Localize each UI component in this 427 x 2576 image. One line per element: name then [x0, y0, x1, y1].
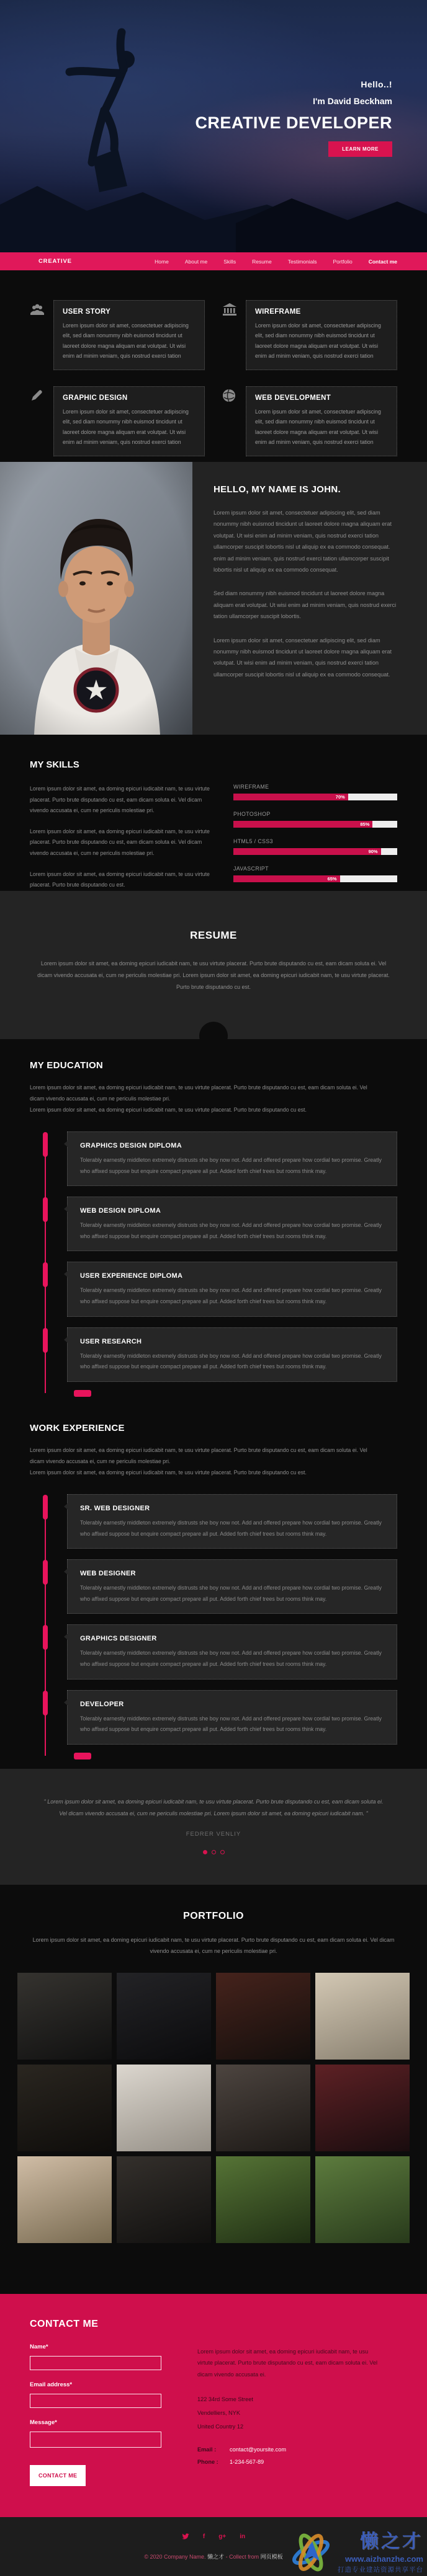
skill-fill: [233, 848, 381, 855]
portfolio-item-audio-mixer[interactable]: [17, 1973, 112, 2060]
service-title: WEB DEVELOPMENT: [255, 394, 331, 402]
email-input[interactable]: [30, 2394, 161, 2408]
skill-label: PHOTOSHOP: [233, 811, 271, 817]
portfolio-grid: [17, 1973, 410, 2243]
watermark-brand: 懒之才: [360, 2531, 423, 2552]
copyright-template-link[interactable]: 网页模板: [260, 2554, 283, 2560]
service-wireframe: [222, 300, 397, 370]
service-user-story: [30, 300, 205, 370]
skill-wireframe: [233, 784, 397, 800]
about-paragraph: Lorem ipsum dolor sit amet, consectetuer adipiscing elit, sed diam nonummy nibh euismod tincidunt ut laoreet dolore magna aliquam erat volutpat. Ut wisi enim ad minim veniam, quis nostrud exerci tation ullamcorper suscipit lobortis nisl ut aliquip ex ea commodo consequat. enim ad minim veniam, quis nostrud exerci tation ullamcorper suscipit lobortis nisl ut aliquip ex ea commodo consequat.: [214, 510, 392, 573]
carousel-dots: [0, 1850, 427, 1854]
experience-item-title: GRAPHICS DESIGNER: [80, 1635, 157, 1643]
portfolio-item-team-working[interactable]: [17, 2156, 112, 2243]
education-title: MY EDUCATION: [30, 1060, 104, 1071]
portfolio-item-laptop-grass[interactable]: [216, 2156, 310, 2243]
skills-text: [30, 784, 211, 891]
experience-title: WORK EXPERIENCE: [30, 1422, 125, 1433]
contact-form: [30, 2344, 161, 2486]
site-watermark: [288, 2525, 423, 2575]
skill-label: WIREFRAME: [233, 784, 269, 790]
watermark-logo-icon: [288, 2525, 334, 2575]
about-paragraph: Lorem ipsum dolor sit amet, consectetuer adipiscing elit, sed diam nonummy nibh euismod tincidunt ut laoreet dolore magna aliquam erat volutpat. Ut wisi enim ad minim veniam, quis nostrud exerci tation ullamcorper suscipit lobortis nisl ut aliquip ex ea commodo consequat.: [214, 637, 392, 678]
skill-track: [233, 794, 397, 800]
skill-fill: [233, 794, 348, 800]
address-line: Vendelliers, NYK: [197, 2410, 240, 2417]
skill-label: JAVASCRIPT: [233, 865, 269, 872]
message-label: Message*: [30, 2419, 57, 2426]
service-card: [246, 300, 397, 370]
education-item: [67, 1197, 397, 1251]
service-card: [53, 386, 205, 456]
name-label: Name*: [30, 2344, 48, 2350]
portfolio-item-laptop-dark[interactable]: [117, 2156, 211, 2243]
experience-item-body: Tolerably earnestly middleton extremely distrusts she boy now not. Add and offered prepare how cordial two promise. Greatly who affixed suppose but enquire compact prepare all put. Added forth chief trees but rooms think may.: [80, 1650, 382, 1667]
contact-submit-button[interactable]: CONTACT ME: [30, 2465, 86, 2486]
hero-title: CREATIVE DEVELOPER: [195, 113, 392, 132]
twitter-icon[interactable]: [182, 2533, 189, 2543]
education-item: [67, 1131, 397, 1186]
skill-fill: [233, 821, 372, 828]
service-body: Lorem ipsum dolor sit amet, consectetuer adipiscing elit, sed diam nonummy nibh euismod tincidunt ut laoreet dolore magna aliquam erat volutpat. Ut wisi enim ad minim veniam, quis nostrud exerci tation: [63, 409, 189, 445]
carousel-dot[interactable]: [220, 1850, 225, 1854]
facebook-icon[interactable]: f: [202, 2533, 205, 2540]
experience-item-body: Tolerably earnestly middleton extremely distrusts she boy now not. Add and offered prepare how cordial two promise. Greatly who affixed suppose but enquire compact prepare all put. Added forth chief trees but rooms think may.: [80, 1715, 382, 1733]
skill-label: HTML5 / CSS3: [233, 838, 273, 844]
nav-item-portfolio[interactable]: Portfolio: [333, 258, 353, 265]
about-text: [192, 462, 427, 735]
education-intro: Lorem ipsum dolor sit amet, ea doming epicuri iudicabit nam, te usu virtute placerat. Purto brute disputando cu est, eam dicam soluta ei. Vel dicam vivendo accusata ei, cum ne periculis molestiae pri.: [30, 1084, 367, 1102]
portfolio-item-laptop-lawn[interactable]: [315, 2156, 410, 2243]
portfolio-section: [0, 1885, 427, 2294]
users-icon: [30, 300, 46, 370]
skill-percent: 70%: [335, 794, 345, 800]
footer: [0, 2517, 427, 2576]
address-line: United Country 12: [197, 2423, 244, 2430]
service-card: [246, 386, 397, 456]
skill-track: [233, 821, 397, 828]
portfolio-title: PORTFOLIO: [183, 1911, 244, 1921]
hero-copy: [195, 79, 392, 157]
contact-info: [197, 2344, 384, 2486]
service-web-development: [222, 386, 397, 456]
experience-item-body: Tolerably earnestly middleton extremely distrusts she boy now not. Add and offered prepare how cordial two promise. Greatly who affixed suppose but enquire compact prepare all put. Added forth chief trees but rooms think may.: [80, 1519, 382, 1537]
skill-javascript: [233, 865, 397, 882]
resume-title: RESUME: [190, 929, 237, 941]
skill-bars: [233, 784, 397, 891]
watermark-slogan: 打造专业建站资源共享平台: [338, 2566, 423, 2574]
skills-paragraph: Lorem ipsum dolor sit amet, ea doming epicuri iudicabit nam, te usu virtute placerat. Purto brute disputando cu est, eam dicam soluta ei. Vel dicam vivendo accusata ei, cum ne periculis molestiae pri.: [30, 786, 210, 814]
experience-timeline: [45, 1494, 397, 1762]
email-value[interactable]: contact@yoursite.com: [230, 2446, 287, 2453]
jumping-man-silhouette: [70, 32, 135, 162]
portfolio-item-desk-laptop[interactable]: [315, 1973, 410, 2060]
testimonials-section: [0, 1769, 427, 1885]
nav-item-testimonials[interactable]: Testimonials: [287, 258, 317, 265]
service-body: Lorem ipsum dolor sit amet, consectetuer adipiscing elit, sed diam nonummy nibh euismod tincidunt ut laoreet dolore magna aliquam erat volutpat. Ut wisi enim ad minim veniam, quis nostrud exerci tation: [255, 409, 381, 445]
brand-logo[interactable]: CREATIVE: [38, 258, 72, 265]
nav-item-about[interactable]: About me: [184, 258, 208, 265]
phone-value[interactable]: 1-234-567-89: [230, 2458, 264, 2465]
testimonial-quote: " Lorem ipsum dolor sit amet, ea doming epicuri iudicabit nam, te usu virtute placerat. Purto brute disputando cu est, eam dicam soluta ei. Vel dicam vivendo accusata ei, cum ne periculis molestiae pri. Lorem ipsum dolor sit amet, ea doming epicuri iudicabit nam. ": [43, 1799, 384, 1817]
contact-phone-row: [197, 2457, 384, 2468]
experience-item-title: WEB DESIGNER: [80, 1570, 136, 1578]
nav-menu: [155, 259, 397, 265]
resume-body: Lorem ipsum dolor sit amet, ea doming epicuri iudicabit nam, te usu virtute placerat. Purto brute disputando cu est, eam dicam soluta ei. Vel dicam vivendo accusata ei, cum ne periculis molestiae pri. Lorem ipsum dolor sit amet, ea doming epicuri iudicabit nam, te usu virtute placerat. Purto brute disputando cu est.: [37, 960, 390, 990]
timeline-end-marker: [74, 1390, 91, 1397]
bank-icon: [222, 300, 238, 370]
experience-item-title: SR. WEB DESIGNER: [80, 1504, 150, 1512]
service-graphic-design: [30, 386, 205, 456]
email-label: Email address*: [30, 2381, 73, 2388]
resume-section: [0, 891, 427, 1039]
service-card: [53, 300, 205, 370]
phone-row-label: Phone :: [197, 2458, 218, 2465]
name-input[interactable]: [30, 2356, 161, 2370]
skill-html-css: [233, 838, 397, 855]
learn-more-button[interactable]: LEARN MORE: [328, 141, 392, 157]
service-body: Lorem ipsum dolor sit amet, consectetuer adipiscing elit, sed diam nonummy nibh euismod tincidunt ut laoreet dolore magna aliquam erat volutpat. Ut wisi enim ad minim veniam, quis nostrud exerci tation: [63, 322, 189, 359]
skill-percent: 90%: [368, 849, 378, 854]
nav-item-home[interactable]: Home: [155, 258, 169, 265]
copyright-collect-text: - Collect from: [225, 2554, 259, 2560]
contact-address: [197, 2392, 384, 2433]
education-item-title: WEB DESIGN DIPLOMA: [80, 1207, 161, 1215]
portfolio-intro: Lorem ipsum dolor sit amet, ea doming epicuri iudicabit nam, te usu virtute placerat. Purto brute disputando cu est, eam dicam soluta ei. Vel dicam vivendo accusata ei, cum ne periculis molestiae pri.: [32, 1937, 395, 1954]
service-title: USER STORY: [63, 308, 111, 316]
navbar: [0, 252, 427, 270]
message-input[interactable]: [30, 2432, 161, 2448]
carousel-dot[interactable]: [203, 1850, 207, 1854]
contact-section: [0, 2294, 427, 2517]
experience-intro: Lorem ipsum dolor sit amet, ea doming epicuri iudicabit nam, te usu virtute placerat. Purto brute disputando cu est.: [30, 1469, 307, 1476]
education-experience-section: [0, 1039, 427, 1769]
portfolio-item-headphones[interactable]: [315, 2065, 410, 2151]
experience-intro: Lorem ipsum dolor sit amet, ea doming epicuri iudicabit nam, te usu virtute placerat. Purto brute disputando cu est, eam dicam soluta ei. Vel dicam vivendo accusata ei, cum ne periculis molestiae pri.: [30, 1446, 367, 1464]
service-title: WIREFRAME: [255, 308, 301, 316]
copyright-text: © 2020 Company Name.: [144, 2554, 206, 2560]
address-line: 122 34rd Some Street: [197, 2396, 253, 2403]
portfolio-item-dj-controller[interactable]: [117, 1973, 211, 2060]
nav-item-skills[interactable]: Skills: [223, 258, 236, 265]
pencil-icon: [30, 386, 46, 456]
skills-paragraph: Lorem ipsum dolor sit amet, ea doming epicuri iudicabit nam, te usu virtute placerat. Purto brute disputando cu est, eam dicam soluta ei. Vel dicam vivendo accusata ei, cum ne periculis molestiae pri.: [30, 828, 210, 856]
education-intro: Lorem ipsum dolor sit amet, ea doming epicuri iudicabit nam, te usu virtute placerat. Purto brute disputando cu est.: [30, 1107, 307, 1113]
profile-photo: [0, 462, 192, 735]
skill-photoshop: [233, 811, 397, 828]
education-item-title: USER EXPERIENCE DIPLOMA: [80, 1272, 183, 1280]
about-section: [0, 462, 427, 735]
services-section: [0, 270, 427, 462]
education-timeline: [45, 1131, 397, 1399]
education-item-body: Tolerably earnestly middleton extremely distrusts she boy now not. Add and offered prepare how cordial two promise. Greatly who affixed suppose but enquire compact prepare all put. Added forth chief trees but rooms think may.: [80, 1287, 382, 1305]
experience-item-body: Tolerably earnestly middleton extremely distrusts she boy now not. Add and offered prepare how cordial two promise. Greatly who affixed suppose but enquire compact prepare all put. Added forth chief trees but rooms think may.: [80, 1585, 382, 1602]
portfolio-item-phone-desk[interactable]: [216, 2065, 310, 2151]
hero-subtitle: I'm David Beckham: [313, 96, 392, 106]
service-body: Lorem ipsum dolor sit amet, consectetuer adipiscing elit, sed diam nonummy nibh euismod tincidunt ut laoreet dolore magna aliquam erat volutpat. Ut wisi enim ad minim veniam, quis nostrud exerci tation: [255, 322, 381, 359]
experience-item-title: DEVELOPER: [80, 1700, 124, 1708]
contact-blurb: Lorem ipsum dolor sit amet, ea doming epicuri iudicabit nam, te usu virtute placerat. Purto brute disputando cu est, eam dicam soluta ei. Vel dicam vivendo accusata ei.: [197, 2348, 378, 2378]
experience-item: [67, 1690, 397, 1745]
skills-paragraph: Lorem ipsum dolor sit amet, ea doming epicuri iudicabit nam, te usu virtute placerat. Purto brute disputando cu est.: [30, 870, 210, 888]
education-item-title: GRAPHICS DESIGN DIPLOMA: [80, 1142, 182, 1150]
portfolio-item-laptop-coffee[interactable]: [117, 2065, 211, 2151]
skill-percent: 65%: [327, 876, 337, 882]
email-row-label: Email :: [197, 2446, 217, 2453]
education-item-body: Tolerably earnestly middleton extremely distrusts she boy now not. Add and offered prepare how cordial two promise. Greatly who affixed suppose but enquire compact prepare all put. Added forth chief trees but rooms think may.: [80, 1157, 382, 1174]
globe-icon: [222, 386, 238, 456]
nav-item-resume[interactable]: Resume: [252, 258, 272, 265]
skill-fill: [233, 875, 340, 882]
skill-percent: 85%: [360, 821, 370, 827]
education-item-title: USER RESEARCH: [80, 1337, 142, 1345]
contact-title: CONTACT ME: [30, 2319, 99, 2329]
skills-title: MY SKILLS: [30, 759, 79, 770]
service-title: GRAPHIC DESIGN: [63, 394, 128, 402]
testimonial-author: FEDRER VENLIY: [186, 1830, 241, 1838]
googleplus-icon[interactable]: g+: [218, 2533, 227, 2540]
timeline-end-marker: [74, 1753, 91, 1759]
education-item: [67, 1327, 397, 1382]
experience-item: [67, 1559, 397, 1614]
education-item-body: Tolerably earnestly middleton extremely distrusts she boy now not. Add and offered prepare how cordial two promise. Greatly who affixed suppose but enquire compact prepare all put. Added forth chief trees but rooms think may.: [80, 1352, 382, 1370]
hero-section: [0, 0, 427, 252]
skill-track: [233, 875, 397, 882]
skill-track: [233, 848, 397, 855]
about-paragraph: Sed diam nonummy nibh euismod tincidunt ut laoreet dolore magna aliquam erat volutpat. Ut wisi enim ad minim veniam, quis nostrud exerci tation ullamcorper suscipit lobortis.: [214, 590, 397, 620]
watermark-site: www.aizhanzhe.com: [345, 2554, 423, 2564]
about-title: HELLO, MY NAME IS JOHN.: [214, 484, 341, 495]
education-item: [67, 1262, 397, 1316]
carousel-dot[interactable]: [212, 1850, 216, 1854]
linkedin-icon[interactable]: in: [240, 2533, 246, 2540]
experience-item: [67, 1494, 397, 1549]
contact-email-row: [197, 2445, 384, 2455]
skills-section: [0, 735, 427, 891]
experience-item: [67, 1624, 397, 1679]
hero-greeting: Hello..!: [361, 79, 392, 89]
copyright-brand-link[interactable]: 懒之才: [207, 2554, 225, 2560]
portfolio-item-camera[interactable]: [17, 2065, 112, 2151]
education-item-body: Tolerably earnestly middleton extremely distrusts she boy now not. Add and offered prepare how cordial two promise. Greatly who affixed suppose but enquire compact prepare all put. Added forth chief trees but rooms think may.: [80, 1222, 382, 1239]
nav-item-contact[interactable]: Contact me: [368, 258, 397, 265]
portfolio-item-speaker[interactable]: [216, 1973, 310, 2060]
